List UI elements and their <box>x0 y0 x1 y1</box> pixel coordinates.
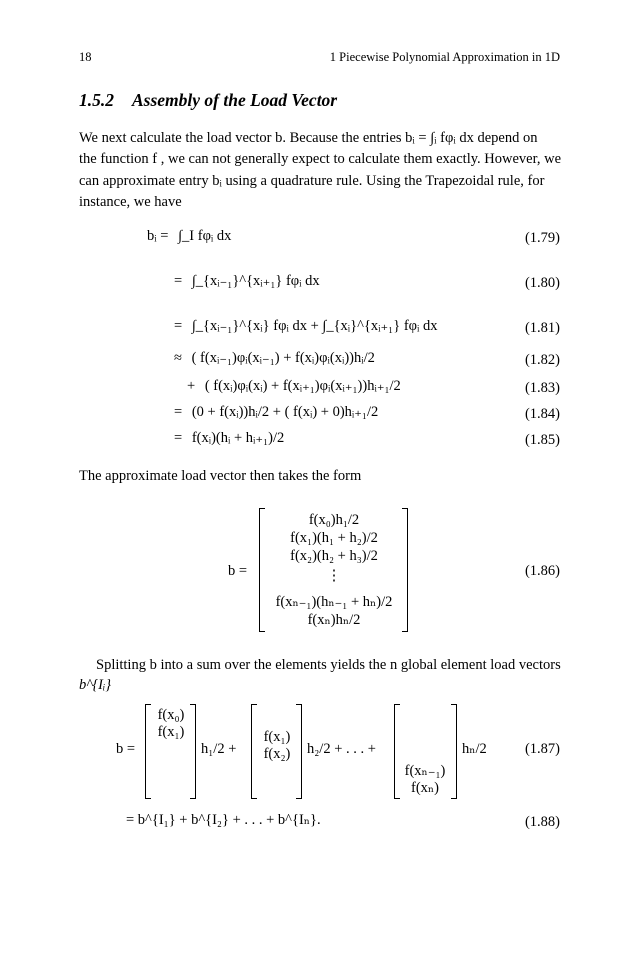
intro-paragraph <box>79 128 560 213</box>
equation-number: (1.85) <box>524 432 560 448</box>
right-bracket <box>402 508 408 632</box>
equation-lhs: = <box>174 404 183 420</box>
section-heading <box>79 90 337 111</box>
equation-1-85 <box>174 430 284 447</box>
equation-1-83 <box>187 378 401 395</box>
equation-number: (1.87) <box>524 741 560 757</box>
equation-lhs: = <box>174 318 183 334</box>
vector-row: f(x₁)(h₁ + h₂)/2 <box>290 530 378 546</box>
split-text-line-2: b^{Iᵢ} <box>79 677 112 693</box>
vector-row: f(x₂)(h₂ + h₃)/2 <box>290 548 378 564</box>
equation-number: (1.83) <box>524 380 560 396</box>
equation-1-81 <box>174 318 438 335</box>
equation-lhs: bᵢ = <box>147 228 169 244</box>
equation-body: ∫_{xᵢ₋₁}^{xᵢ₊₁} fφᵢ dx <box>191 273 320 289</box>
vector-row: f(xₙ)hₙ/2 <box>307 612 361 628</box>
intro-line: instance, we have <box>79 193 182 210</box>
vector-row: f(xₙ₋₁)(hₙ₋₁ + hₙ)/2 <box>275 594 393 610</box>
vector-row: f(x₀)h₁/2 <box>308 512 360 528</box>
equation-body: ∫_{xᵢ₋₁}^{xᵢ} fφᵢ dx + ∫_{xᵢ}^{xᵢ₊₁} fφᵢ dx <box>191 318 438 334</box>
intro-line: the function f , we can not generally expect to calculate them exactly. However, we <box>79 151 562 168</box>
equation-body: ∫_I fφᵢ dx <box>178 228 232 244</box>
factor-3: hₙ/2 <box>462 741 487 757</box>
vector-entry: f(x₁) <box>157 724 185 740</box>
sum-lhs: b = <box>116 741 136 757</box>
equation-body: ( f(xᵢ₋₁)φᵢ(xᵢ₋₁) + f(xᵢ)φᵢ(xᵢ))hᵢ/2 <box>191 350 375 366</box>
equation-number: (1.80) <box>524 275 560 291</box>
equation-lhs: + <box>187 378 196 394</box>
equation-body: ( f(xᵢ)φᵢ(xᵢ) + f(xᵢ₊₁)φᵢ(xᵢ₊₁))hᵢ₊₁/2 <box>204 378 401 394</box>
vector-lhs: b = <box>228 563 248 579</box>
equation-lhs: ≈ <box>174 350 182 366</box>
equation-number: (1.81) <box>524 320 560 336</box>
equation-number: (1.88) <box>524 814 560 830</box>
vector-entry: f(x₁) <box>263 729 291 745</box>
equation-lhs: = <box>174 430 183 446</box>
equation-1-80 <box>174 273 320 290</box>
vector-entry: f(xₙ₋₁) <box>404 763 446 779</box>
factor-1: h₁/2 + <box>201 741 237 757</box>
equation-number: (1.79) <box>524 230 560 246</box>
running-title: 1 Piecewise Polynomial Approximation in 1D <box>329 50 560 64</box>
equation-number: (1.82) <box>524 352 560 368</box>
section-title: Assembly of the Load Vector <box>132 90 338 110</box>
vector-entry: f(xₙ) <box>410 780 439 796</box>
page-number: 18 <box>79 50 92 64</box>
split-text-line-1: Splitting b into a sum over the elements yields the n global element load vectors <box>96 657 561 673</box>
vector-entry: f(x₂) <box>263 746 291 762</box>
approx-text: The approximate load vector then takes the form <box>79 468 362 484</box>
vector-entry: f(x₀) <box>157 707 185 723</box>
intro-line: can approximate entry bᵢ using a quadrature rule. Using the Trapezoidal rule, for <box>79 172 545 189</box>
factor-2: h₂/2 + . . . + <box>307 741 376 757</box>
equation-body: (0 + f(xᵢ))hᵢ/2 + ( f(xᵢ) + 0)hᵢ₊₁/2 <box>191 404 379 420</box>
left-bracket <box>259 508 265 632</box>
equation-1-79 <box>147 228 231 245</box>
vector-row: ⋮ <box>326 568 342 584</box>
equation-number: (1.84) <box>524 406 560 422</box>
intro-line: We next calculate the load vector b. Because the entries bᵢ = ∫ᵢ fφᵢ dx depend on <box>79 130 538 146</box>
equation-1-82 <box>174 350 375 367</box>
equation-number: (1.86) <box>524 563 560 579</box>
equation-1-88: = b^{I₁} + b^{I₂} + . . . + b^{Iₙ}. <box>126 812 321 828</box>
equation-lhs: = <box>174 273 183 289</box>
section-number: 1.5.2 <box>79 90 114 110</box>
equation-body: f(xᵢ)(hᵢ + hᵢ₊₁)/2 <box>191 430 285 446</box>
equation-1-84 <box>174 404 378 421</box>
